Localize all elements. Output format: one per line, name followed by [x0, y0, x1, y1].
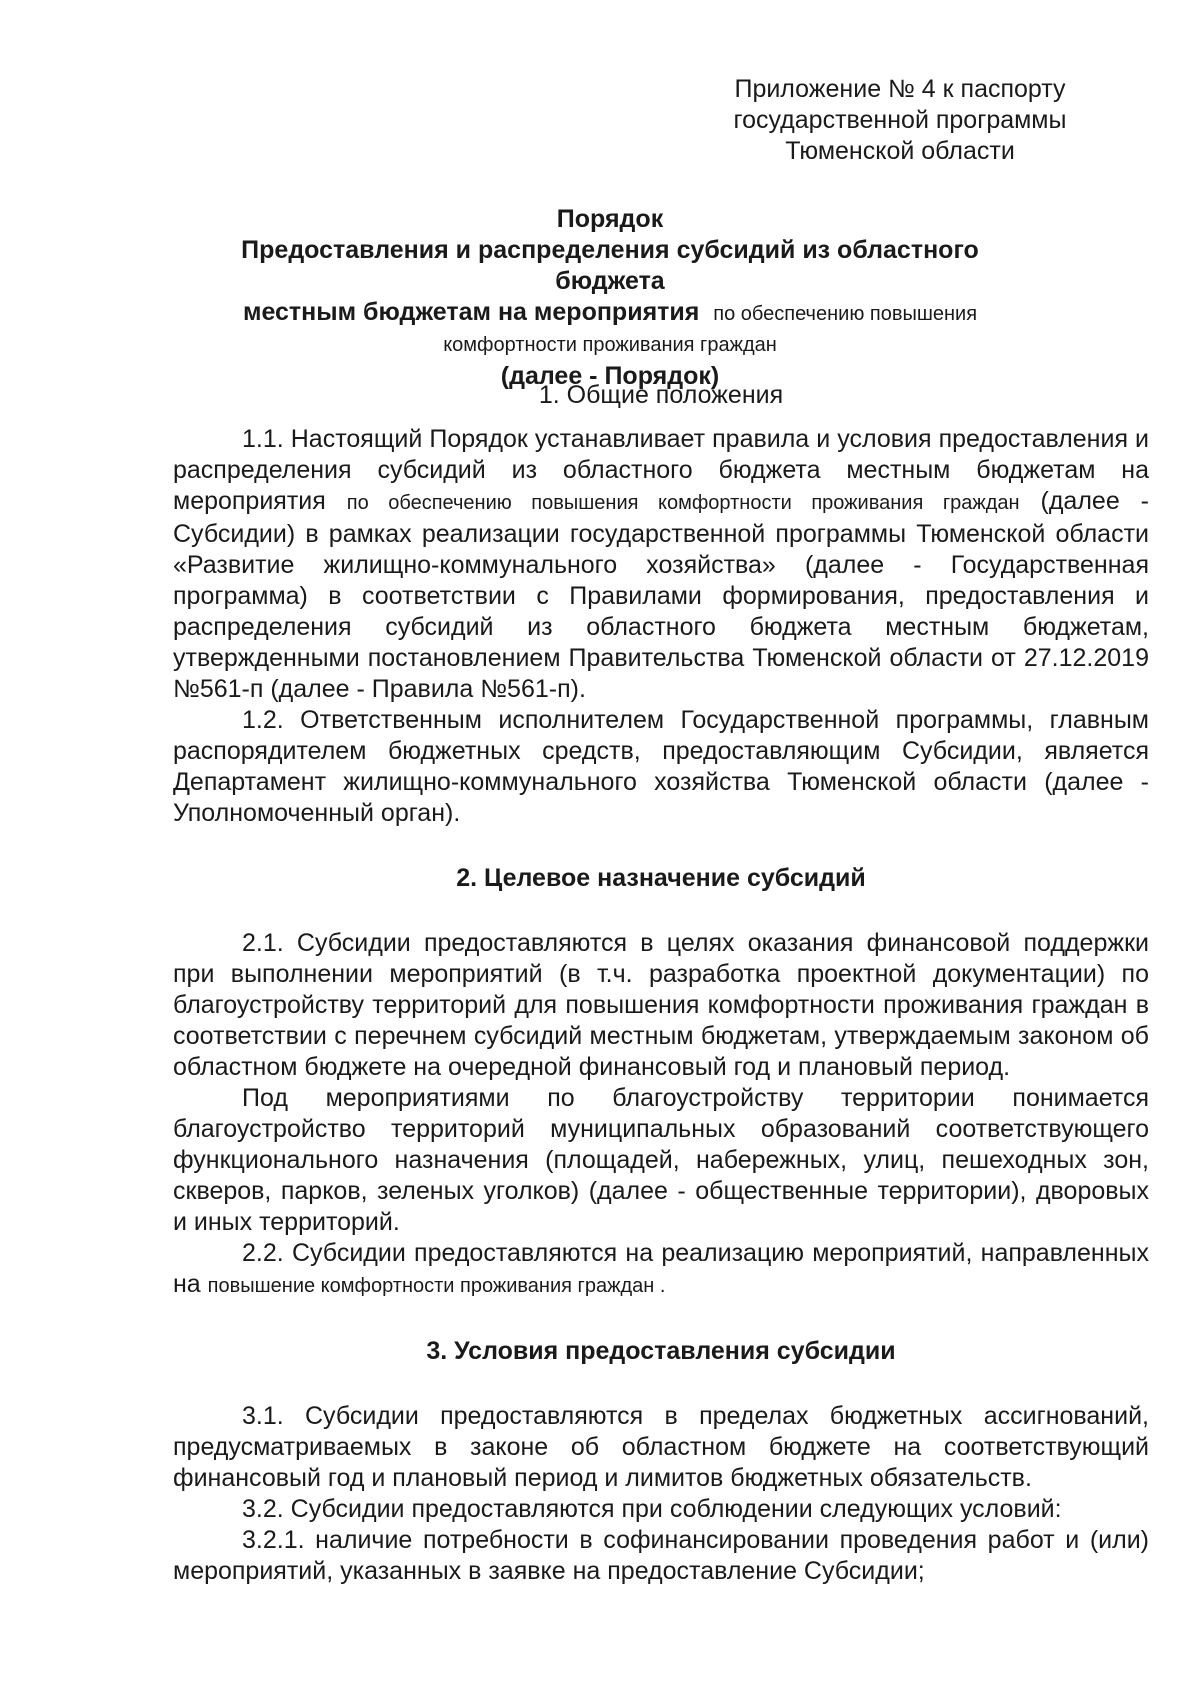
title-line-3	[190, 297, 1030, 330]
title-line-3-small: по обеспечению повышения	[713, 303, 978, 325]
document-title	[190, 204, 1030, 392]
appendix-line-1: Приложение № 4 к паспорту	[734, 75, 1066, 103]
appendix-line-3: Тюменской области	[785, 137, 1015, 165]
section-2-heading: 2. Целевое назначение субсидий	[456, 864, 866, 892]
paragraph-3-2: 3.2. Субсидии предоставляются при соблюдении следующих условий:	[242, 1495, 1062, 1523]
paragraph-1-1-start: 1.1. Настоящий Порядок устанавливает правила и условия предоставления и распределения субсидий из областного бюджета местным бюджетам на мероприятия	[173, 425, 1149, 515]
paragraph-2-2-start: 2.2. Субсидии предоставляются на реализацию мероприятий, направленных на	[173, 1239, 1149, 1298]
paragraph-2-2	[173, 1238, 1149, 1302]
paragraph-1-2: 1.2. Ответственным исполнителем Государственной программы, главным распорядителем бюджетных средств, предоставляющим Субсидии, является Департамент жилищно-коммунального хозяйства Тюменской области (далее - Уполномоченный орган).	[173, 706, 1149, 827]
title-line-4: комфортности проживания граждан	[443, 334, 777, 356]
appendix-note	[720, 74, 1080, 167]
paragraph-1-1-small: по обеспечению повышения комфортности проживания граждан	[346, 492, 1020, 514]
paragraph-3-2-1: 3.2.1. наличие потребности в софинансировании проведения работ и (или) мероприятий, указанных в заявке на предоставление Субсидии;	[173, 1526, 1149, 1585]
title-line-1: Порядок	[556, 205, 664, 233]
appendix-line-2: государственной программы	[733, 106, 1067, 134]
title-line-2: Предоставления и распределения субсидий из областного бюджета	[241, 236, 979, 295]
section-1-heading: 1. Общие положения	[538, 381, 784, 409]
title-line-5: (далее - Порядок)	[500, 362, 720, 390]
paragraph-1-1-end: (далее - Субсидии) в рамках реализации государственной программы Тюменской области «Развитие жилищно-коммунального хозяйства» (далее - Государственная программа) в соответствии с Правилами формирования, предоставления и распределения субсидий из областного бюджета местным бюджетам, утвержденными постановлением Правительства Тюменской области от 27.12.2019 №561-п (далее - Правила №561-п).	[173, 487, 1149, 703]
section-3-heading: 3. Условия предоставления субсидии	[426, 1337, 896, 1365]
paragraph-3-1: 3.1. Субсидии предоставляются в пределах бюджетных ассигнований, предусматриваемых в законе об областном бюджете на соответствующий финансовый год и плановый период и лимитов бюджетных обязательств.	[173, 1402, 1149, 1492]
document-body	[173, 380, 1149, 1587]
paragraph-2-1-b: Под мероприятиями по благоустройству территории понимается благоустройство территорий муниципальных образований соответствующего функционального назначения (площадей, набережных, улиц, пешеходных зон, скверов, парков, зеленых уголков) (далее - общественные территории), дворовых и иных территорий.	[173, 1084, 1149, 1236]
paragraph-2-2-small: повышение комфортности проживания граждан .	[207, 1275, 666, 1297]
paragraph-2-1: 2.1. Субсидии предоставляются в целях оказания финансовой поддержки при выполнении мероприятий (в т.ч. разработка проектной документации) по благоустройству территорий для повышения комфортности проживания граждан в соответствии с перечнем субсидий местным бюджетам, утверждаемым законом об областном бюджете на очередной финансовый год и плановый период.	[173, 929, 1149, 1081]
title-line-3-bold: местным бюджетам на мероприятия	[242, 298, 700, 326]
paragraph-1-1	[173, 424, 1149, 705]
